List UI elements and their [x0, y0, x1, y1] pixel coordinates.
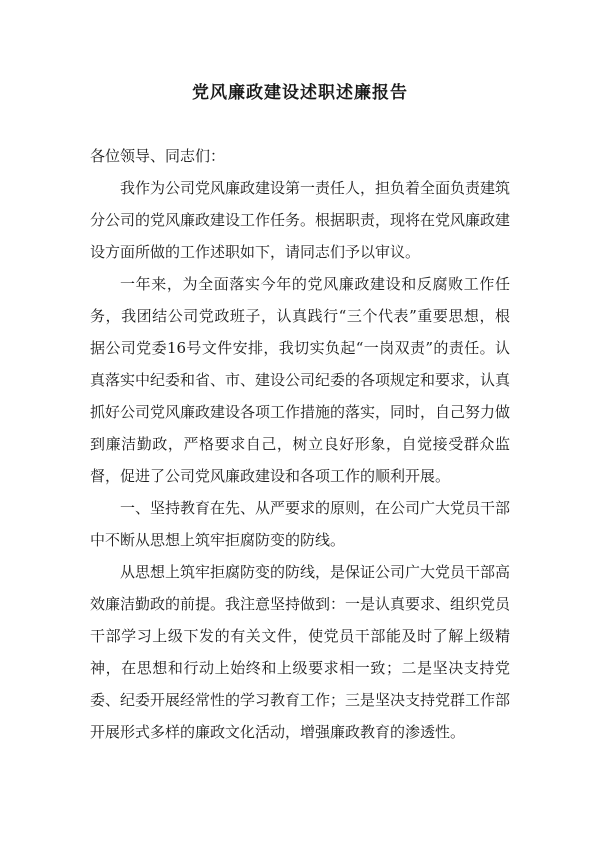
- salutation: 各位领导、同志们：: [90, 147, 226, 165]
- paragraph-education: 从思想上筑牢拒腐防变的防线，是保证公司广大党员干部高效廉洁勤政的前提。我注意坚持做到：一是认真要求、组织党员干部学习上级下发的有关文件，使党员干部能及时了解上级精神，在思想和行动上始终和上级要求相一致；二是坚决支持党委、纪委开展经常性的学习教育工作；三是坚决支持党群工作部开展形式多样的廉政文化活动，增强廉政教育的渗透性。: [90, 563, 511, 741]
- paragraph-intro: 我作为公司党风廉政建设第一责任人，担负着全面负责建筑分公司的党风廉政建设工作任务。根据职责，现将在党风廉政建设方面所做的工作述职如下，请同志们予以审议。: [90, 179, 511, 261]
- paragraph-overview: 一年来，为全面落实今年的党风廉政建设和反腐败工作任务，我团结公司党政班子，认真践行“三个代表”重要思想，根据公司党委16号文件安排，我切实负起“一岗双责”的责任。认真落实中纪委和省、市、建设公司纪委的各项规定和要求，认真抓好公司党风廉政建设各项工作措施的落实，同时，自己努力做到廉洁勤政，严格要求自己，树立良好形象，自觉接受群众监督，促进了公司党风廉政建设和各项工作的顺利开展。: [90, 275, 511, 485]
- document-title: 党风廉政建设述职述廉报告: [192, 83, 408, 103]
- section-heading-education: 一、坚持教育在先、从严要求的原则，在公司广大党员干部中不断从思想上筑牢拒腐防变的防线。: [90, 499, 511, 549]
- document-body: [90, 140, 510, 748]
